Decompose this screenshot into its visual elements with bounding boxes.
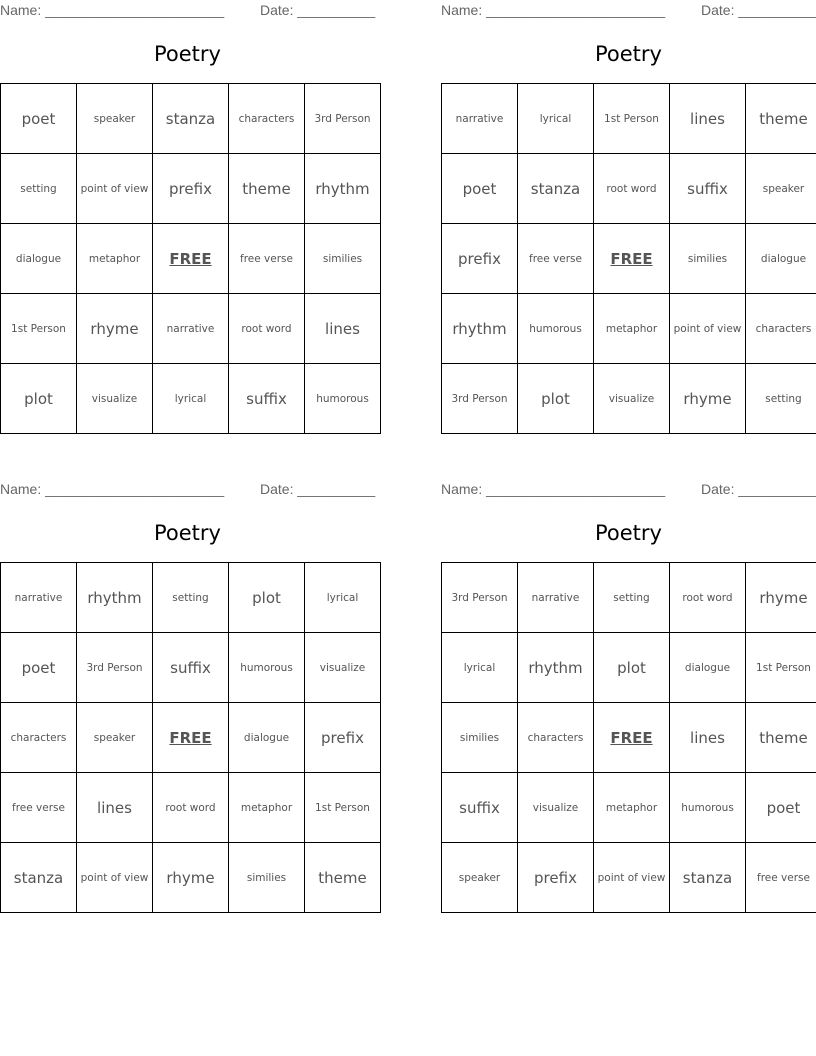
bingo-cell: rhyme xyxy=(153,843,229,913)
bingo-cell: lines xyxy=(305,294,381,364)
bingo-cell: poet xyxy=(1,84,77,154)
bingo-cell: prefix xyxy=(518,843,594,913)
bingo-cell: metaphor xyxy=(229,773,305,843)
bingo-cell: point of view xyxy=(77,843,153,913)
bingo-row xyxy=(1,154,381,224)
bingo-cell: point of view xyxy=(594,843,670,913)
bingo-cell: poet xyxy=(746,773,816,843)
bingo-grid xyxy=(0,83,381,434)
bingo-grid xyxy=(441,562,816,913)
bingo-cell: narrative xyxy=(442,84,518,154)
bingo-cell: plot xyxy=(1,364,77,434)
bingo-cell: point of view xyxy=(77,154,153,224)
bingo-cell: free verse xyxy=(1,773,77,843)
name-date-row xyxy=(441,481,816,499)
name-date-row xyxy=(0,2,375,20)
bingo-cell: narrative xyxy=(518,563,594,633)
bingo-row xyxy=(442,294,816,364)
bingo-row xyxy=(1,364,381,434)
bingo-cell: rhyme xyxy=(77,294,153,364)
bingo-cell: theme xyxy=(229,154,305,224)
date-field-label: Date: __________ xyxy=(260,2,376,18)
bingo-cell: 1st Person xyxy=(746,633,816,703)
bingo-cell: theme xyxy=(746,84,816,154)
free-space-cell: FREE xyxy=(594,224,670,294)
date-field-label: Date: __________ xyxy=(701,2,816,18)
bingo-cell: prefix xyxy=(153,154,229,224)
bingo-cell: dialogue xyxy=(1,224,77,294)
bingo-cell: narrative xyxy=(153,294,229,364)
bingo-card xyxy=(0,0,375,434)
bingo-cell: 3rd Person xyxy=(442,563,518,633)
bingo-cell: suffix xyxy=(670,154,746,224)
name-field-label: Name: _______________________ xyxy=(0,481,225,497)
bingo-cell: root word xyxy=(670,563,746,633)
name-field-label: Name: _______________________ xyxy=(441,481,666,497)
free-space-cell: FREE xyxy=(153,703,229,773)
bingo-cell: plot xyxy=(594,633,670,703)
bingo-row xyxy=(442,154,816,224)
bingo-cell: humorous xyxy=(518,294,594,364)
bingo-cell: similies xyxy=(442,703,518,773)
bingo-cell: lyrical xyxy=(153,364,229,434)
bingo-cell: root word xyxy=(229,294,305,364)
bingo-row xyxy=(442,843,816,913)
bingo-cell: root word xyxy=(153,773,229,843)
bingo-cell: 1st Person xyxy=(594,84,670,154)
bingo-cell: setting xyxy=(746,364,816,434)
bingo-cell: rhythm xyxy=(442,294,518,364)
bingo-cell: stanza xyxy=(1,843,77,913)
bingo-cell: suffix xyxy=(229,364,305,434)
date-field-label: Date: __________ xyxy=(701,481,816,497)
name-date-row xyxy=(0,481,375,499)
bingo-cell: rhythm xyxy=(77,563,153,633)
bingo-row xyxy=(1,224,381,294)
bingo-cell: stanza xyxy=(518,154,594,224)
bingo-cell: plot xyxy=(229,563,305,633)
bingo-cell: dialogue xyxy=(670,633,746,703)
bingo-cell: free verse xyxy=(229,224,305,294)
card-title: Poetry xyxy=(154,42,221,66)
bingo-cell: characters xyxy=(1,703,77,773)
bingo-card xyxy=(441,479,816,913)
bingo-cell: lyrical xyxy=(305,563,381,633)
bingo-cell: setting xyxy=(153,563,229,633)
bingo-cell: characters xyxy=(229,84,305,154)
card-title: Poetry xyxy=(154,521,221,545)
free-space-cell: FREE xyxy=(153,224,229,294)
bingo-cell: rhyme xyxy=(746,563,816,633)
bingo-cell: dialogue xyxy=(746,224,816,294)
card-title: Poetry xyxy=(595,521,662,545)
bingo-cell: visualize xyxy=(305,633,381,703)
bingo-cell: lines xyxy=(670,84,746,154)
bingo-cell: point of view xyxy=(670,294,746,364)
bingo-cell: theme xyxy=(305,843,381,913)
bingo-row xyxy=(1,84,381,154)
bingo-cell: stanza xyxy=(670,843,746,913)
bingo-cell: prefix xyxy=(305,703,381,773)
bingo-row xyxy=(1,294,381,364)
bingo-cell: visualize xyxy=(594,364,670,434)
bingo-cell: narrative xyxy=(1,563,77,633)
bingo-cell: 1st Person xyxy=(305,773,381,843)
bingo-row xyxy=(442,224,816,294)
bingo-cell: lines xyxy=(670,703,746,773)
bingo-cell: speaker xyxy=(442,843,518,913)
bingo-cell: similies xyxy=(305,224,381,294)
bingo-cell: free verse xyxy=(746,843,816,913)
bingo-cell: characters xyxy=(518,703,594,773)
bingo-cell: suffix xyxy=(153,633,229,703)
bingo-cell: visualize xyxy=(77,364,153,434)
bingo-cell: poet xyxy=(442,154,518,224)
bingo-cell: 1st Person xyxy=(1,294,77,364)
bingo-cell: humorous xyxy=(305,364,381,434)
free-space-cell: FREE xyxy=(594,703,670,773)
bingo-row xyxy=(1,773,381,843)
bingo-cell: speaker xyxy=(77,703,153,773)
bingo-cell: 3rd Person xyxy=(77,633,153,703)
bingo-cell: lyrical xyxy=(442,633,518,703)
bingo-row xyxy=(1,703,381,773)
bingo-cell: dialogue xyxy=(229,703,305,773)
bingo-cell: setting xyxy=(1,154,77,224)
bingo-grid xyxy=(0,562,381,913)
bingo-cell: similies xyxy=(670,224,746,294)
bingo-cell: rhyme xyxy=(670,364,746,434)
bingo-cell: root word xyxy=(594,154,670,224)
bingo-cell: rhythm xyxy=(305,154,381,224)
bingo-cell: suffix xyxy=(442,773,518,843)
bingo-row xyxy=(442,364,816,434)
bingo-cell: metaphor xyxy=(594,773,670,843)
bingo-card xyxy=(441,0,816,434)
bingo-cell: free verse xyxy=(518,224,594,294)
bingo-cell: speaker xyxy=(77,84,153,154)
bingo-cell: lyrical xyxy=(518,84,594,154)
bingo-row xyxy=(1,563,381,633)
bingo-row xyxy=(442,563,816,633)
bingo-cell: characters xyxy=(746,294,816,364)
bingo-cell: stanza xyxy=(153,84,229,154)
bingo-cell: humorous xyxy=(229,633,305,703)
name-date-row xyxy=(441,2,816,20)
bingo-cell: similies xyxy=(229,843,305,913)
bingo-cell: lines xyxy=(77,773,153,843)
bingo-row xyxy=(442,633,816,703)
bingo-row xyxy=(1,633,381,703)
bingo-card xyxy=(0,479,375,913)
bingo-cell: 3rd Person xyxy=(442,364,518,434)
bingo-cell: theme xyxy=(746,703,816,773)
bingo-row xyxy=(442,773,816,843)
bingo-cell: visualize xyxy=(518,773,594,843)
bingo-cell: metaphor xyxy=(77,224,153,294)
bingo-cell: prefix xyxy=(442,224,518,294)
bingo-row xyxy=(442,84,816,154)
bingo-cell: humorous xyxy=(670,773,746,843)
bingo-row xyxy=(1,843,381,913)
card-title: Poetry xyxy=(595,42,662,66)
bingo-cell: 3rd Person xyxy=(305,84,381,154)
bingo-cell: poet xyxy=(1,633,77,703)
bingo-cell: setting xyxy=(594,563,670,633)
bingo-row xyxy=(442,703,816,773)
name-field-label: Name: _______________________ xyxy=(441,2,666,18)
name-field-label: Name: _______________________ xyxy=(0,2,225,18)
bingo-grid xyxy=(441,83,816,434)
date-field-label: Date: __________ xyxy=(260,481,376,497)
bingo-cell: metaphor xyxy=(594,294,670,364)
bingo-cell: rhythm xyxy=(518,633,594,703)
bingo-cell: plot xyxy=(518,364,594,434)
bingo-cell: speaker xyxy=(746,154,816,224)
